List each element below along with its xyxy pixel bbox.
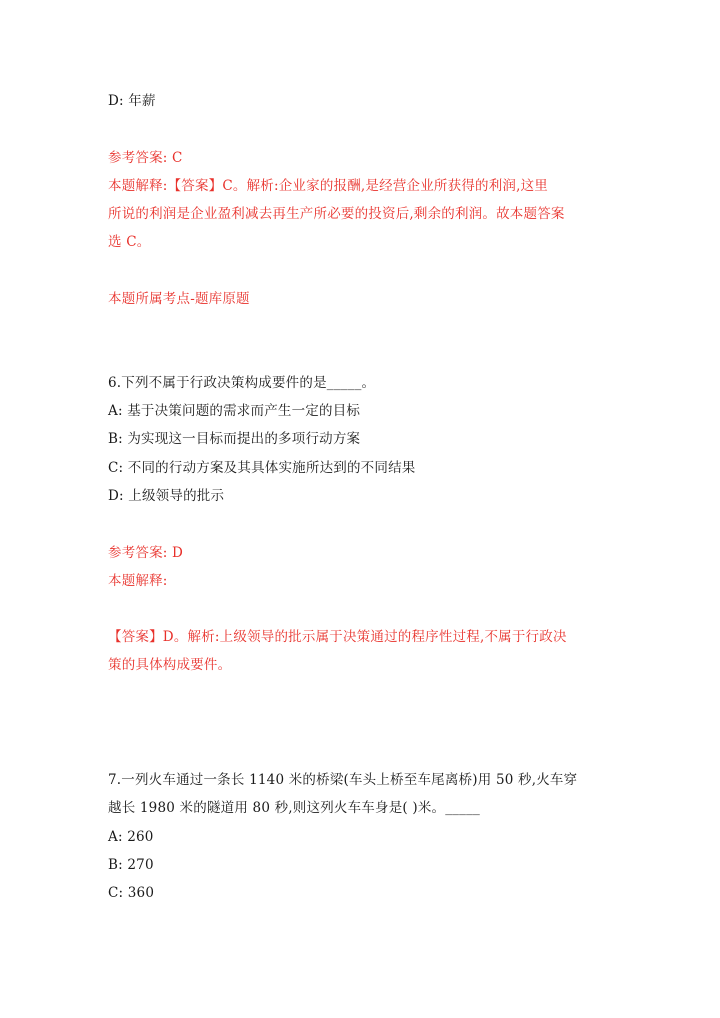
- q5-explanation-line-3: 选 C。: [108, 234, 151, 250]
- q5-answer: 参考答案: C: [108, 150, 183, 166]
- q6-stem: 6.下列不属于行政决策构成要件的是_____。: [108, 375, 376, 391]
- q6-answer: 参考答案: D: [108, 545, 184, 561]
- q6-explanation-label: 本题解释:: [108, 573, 168, 589]
- q7-option-b: B: 270: [108, 857, 154, 873]
- q6-option-a: A: 基于决策问题的需求而产生一定的目标: [108, 403, 361, 419]
- q7-option-c: C: 360: [108, 885, 155, 901]
- q5-option-d: D: 年薪: [108, 93, 156, 109]
- q7-option-a: A: 260: [108, 829, 154, 845]
- q5-explanation-line-1: 本题解释:【答案】C。解析:企业家的报酬,是经营企业所获得的利润,这里: [108, 178, 549, 194]
- q7-stem-line-1: 7.一列火车通过一条长 1140 米的桥梁(车头上桥至车尾离桥)用 50 秒,火车穿: [108, 772, 578, 788]
- q6-explanation-line-2: 策的具体构成要件。: [108, 657, 232, 673]
- q5-explanation-line-2: 所说的利润是企业盈利减去再生产所必要的投资后,剩余的利润。故本题答案: [108, 206, 565, 222]
- q7-stem-line-2: 越长 1980 米的隧道用 80 秒,则这列火车车身是( )米。_____: [108, 800, 480, 816]
- q6-option-b: B: 为实现这一目标而提出的多项行动方案: [108, 431, 361, 447]
- q6-explanation-line-1: 【答案】D。解析:上级领导的批示属于决策通过的程序性过程,不属于行政决: [108, 629, 567, 645]
- q5-topic: 本题所属考点-题库原题: [108, 291, 250, 307]
- q6-option-d: D: 上级领导的批示: [108, 488, 225, 504]
- q6-option-c: C: 不同的行动方案及其具体实施所达到的不同结果: [108, 460, 416, 476]
